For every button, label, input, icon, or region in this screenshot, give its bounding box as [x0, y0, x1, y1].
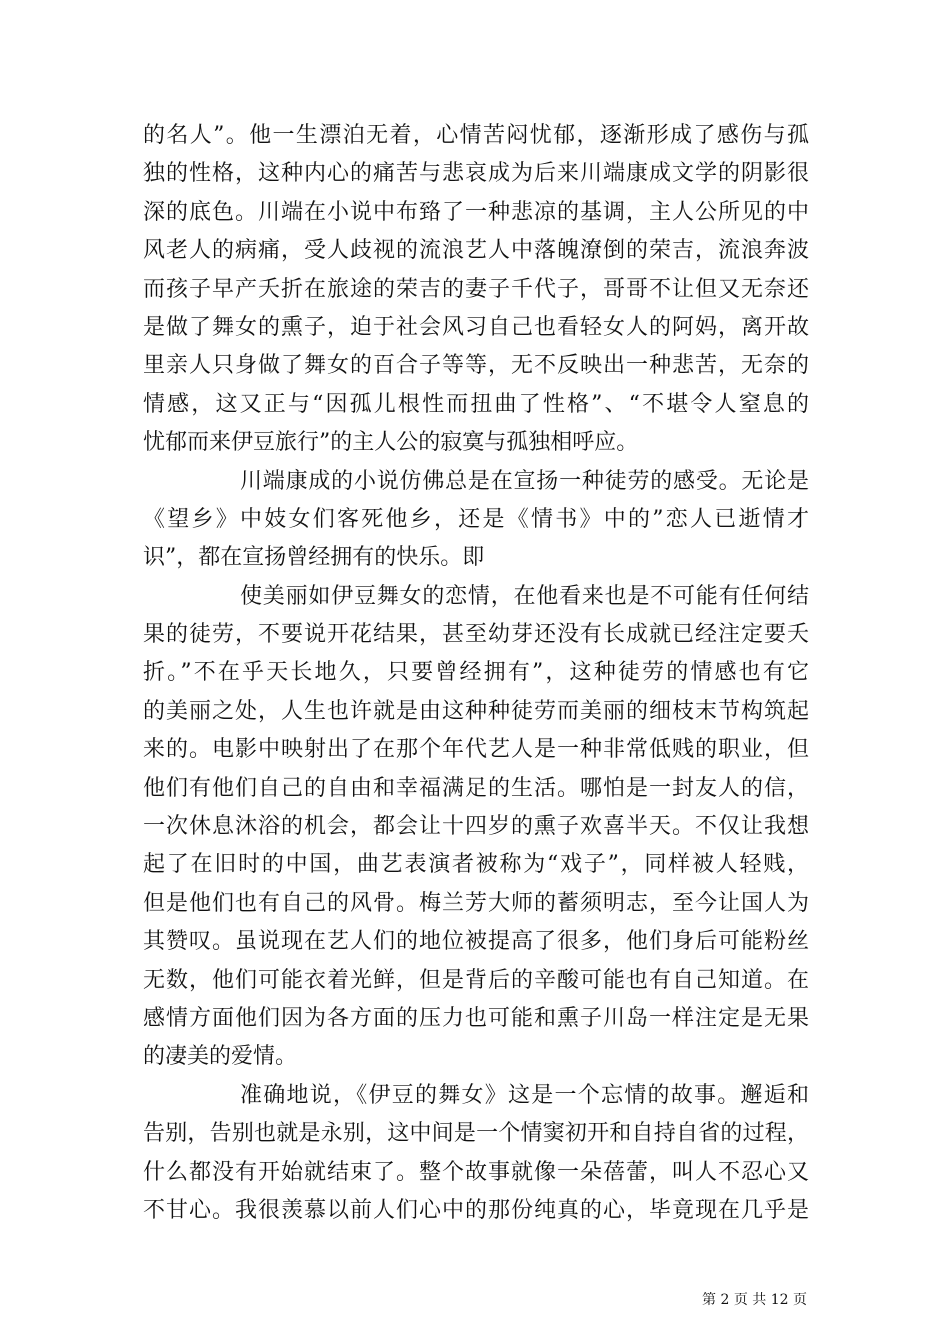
text-line: 的凄美的爱情。 — [143, 1044, 298, 1070]
text-line-indented: 川端康成的小说仿佛总是在宣扬一种徒劳的感受。无论是 — [240, 468, 809, 494]
text-line: 情感，这又正与“因孤儿根性而扭曲了性格”、“不堪令人窒息的 — [143, 391, 809, 417]
text-line-indented: 准确地说，《伊豆的舞女》这是一个忘情的故事。邂逅和 — [240, 1082, 809, 1108]
text-line: 来的。电影中映射出了在那个年代艺人是一种非常低贱的职业，但 — [143, 737, 809, 763]
text-line: 而孩子早产夭折在旅途的荣吉的妻子千代子，哥哥不让但又无奈还 — [143, 276, 809, 302]
text-line: 的名人”。他一生漂泊无着，心情苦闷忧郁，逐渐形成了感伤与孤 — [143, 123, 809, 148]
text-line: 是做了舞女的熏子，迫于社会风习自己也看轻女人的阿妈，离开故 — [143, 314, 809, 340]
text-line: 无数，他们可能衣着光鲜，但是背后的辛酸可能也有自己知道。在 — [143, 967, 809, 993]
text-line: 折。”不在乎天长地久，只要曾经拥有”，这种徒劳的情感也有它 — [143, 660, 809, 686]
text-line: 《望乡》中妓女们客死他乡，还是《情书》中的”恋人已逝情才 — [143, 506, 809, 532]
text-line: 什么都没有开始就结束了。整个故事就像一朵蓓蕾，叫人不忍心又 — [143, 1159, 809, 1185]
text-line: 忧郁而来伊豆旅行”的主人公的寂寞与孤独相呼应。 — [143, 430, 639, 456]
text-line: 不甘心。我很羡慕以前人们心中的那份纯真的心，毕竟现在几乎是 — [143, 1197, 809, 1223]
text-line-indented: 使美丽如伊豆舞女的恋情，在他看来也是不可能有任何结 — [240, 583, 809, 609]
text-line: 他们有他们自己的自由和幸福满足的生活。哪怕是一封友人的信， — [143, 775, 809, 801]
page-number: 第 2 页 共 12 页 — [702, 1292, 807, 1308]
text-line: 一次休息沐浴的机会，都会让十四岁的熏子欢喜半天。不仅让我想 — [143, 814, 809, 840]
body-text — [143, 117, 809, 1230]
text-line: 感情方面他们因为各方面的压力也可能和熏子川岛一样注定是无果 — [143, 1005, 809, 1031]
text-line: 果的徒劳，不要说开花结果，甚至幼芽还没有长成就已经注定要夭 — [143, 622, 809, 648]
text-line: 起了在旧时的中国，曲艺表演者被称为“戏子”，同样被人轻贱， — [143, 852, 809, 878]
text-line: 独的性格，这种内心的痛苦与悲哀成为后来川端康成文学的阴影很 — [143, 161, 809, 187]
text-line: 告别，告别也就是永别，这中间是一个情窦初开和自持自省的过程， — [143, 1121, 809, 1147]
text-line: 里亲人只身做了舞女的百合子等等，无不反映出一种悲苦，无奈的 — [143, 353, 809, 379]
text-line: 风老人的病痛，受人歧视的流浪艺人中落魄潦倒的荣吉，流浪奔波 — [143, 238, 809, 264]
text-line: 的美丽之处，人生也许就是由这种种徒劳而美丽的细枝末节构筑起 — [143, 698, 809, 724]
text-line: 但是他们也有自己的风骨。梅兰芳大师的蓄须明志，至今让国人为 — [143, 890, 809, 916]
text-line: 识”，都在宣扬曾经拥有的快乐。即 — [143, 545, 485, 571]
text-line: 深的底色。川端在小说中布臵了一种悲凉的基调，主人公所见的中 — [143, 199, 809, 225]
text-line: 其赞叹。虽说现在艺人们的地位被提高了很多，他们身后可能粉丝 — [143, 929, 809, 955]
